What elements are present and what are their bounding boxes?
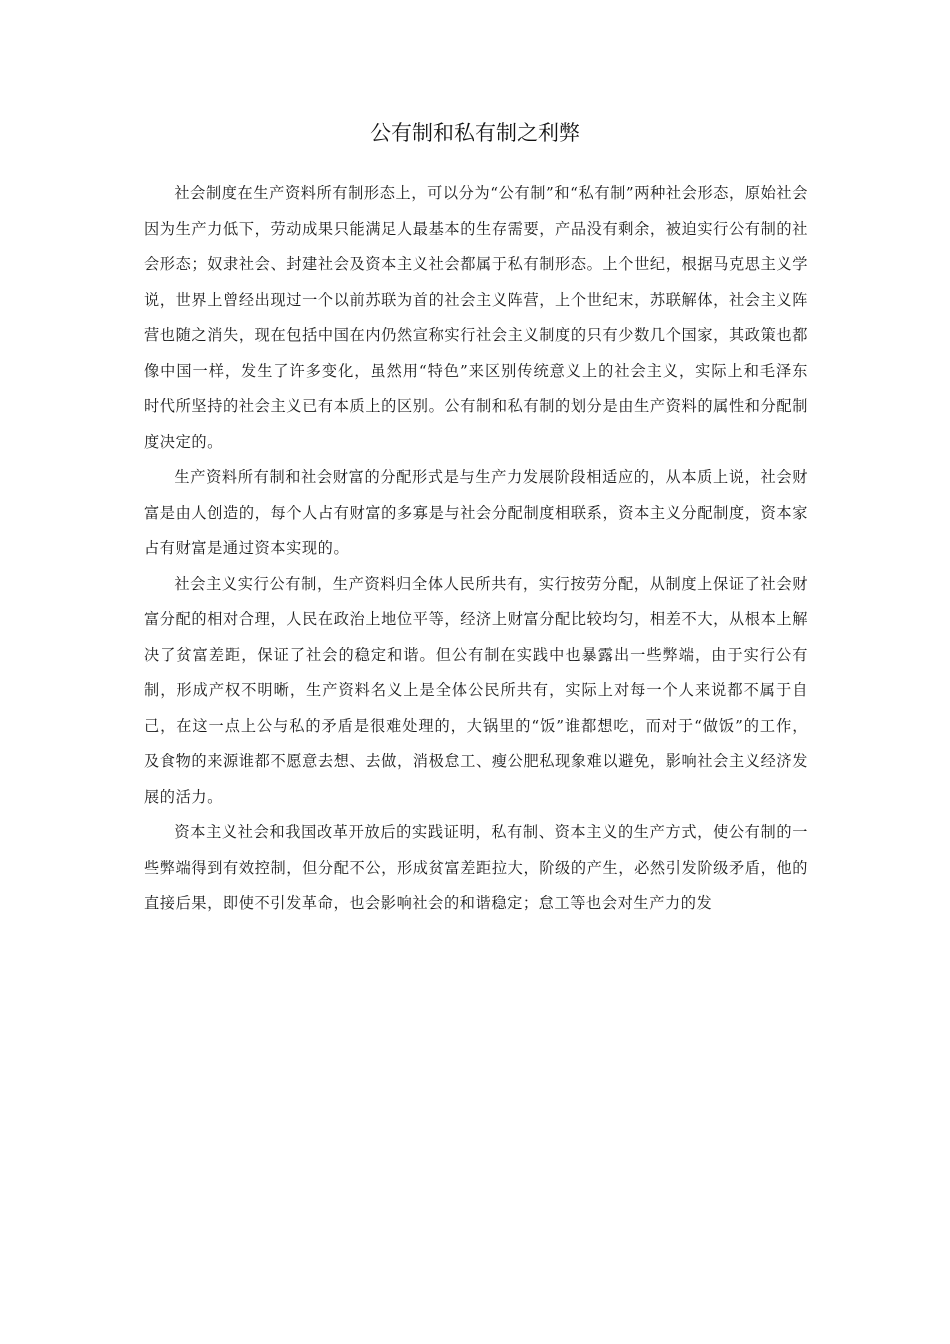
document-title: 公有制和私有制之利弊 bbox=[370, 121, 580, 145]
paragraph-1: 社会制度在生产资料所有制形态上，可以分为“公有制”和“私有制”两种社会形态，原始社会因为生产力低下，劳动成果只能满足人最基本的生存需要，产品没有剩余，被迫实行公有制的社会形态；奴隶社会、封建社会及资本主义社会都属于私有制形态。上个世纪，根据马克思主义学说，世界上曾经出现过一个以前苏联为首的社会主义阵营，上个世纪末，苏联解体，社会主义阵营也随之消失，现在包括中国在内仍然宣称实行社会主义制度的只有少数几个国家，其政策也都像中国一样，发生了许多变化，虽然用“特色”来区别传统意义上的社会主义，实际上和毛泽东时代所坚持的社会主义已有本质上的区别。公有制和私有制的划分是由生产资料的属性和分配制度决定的。 bbox=[144, 184, 808, 451]
document-body bbox=[144, 176, 808, 922]
paragraph-4: 资本主义社会和我国改革开放后的实践证明，私有制、资本主义的生产方式，使公有制的一些弊端得到有效控制，但分配不公，形成贫富差距拉大，阶级的产生，必然引发阶级矛盾，他的直接后果，即使不引发革命，也会影响社会的和谐稳定；怠工等也会对生产力的发 bbox=[144, 823, 808, 912]
paragraph-2: 生产资料所有制和社会财富的分配形式是与生产力发展阶段相适应的，从本质上说，社会财富是由人创造的，每个人占有财富的多寡是与社会分配制度相联系，资本主义分配制度，资本家占有财富是通过资本实现的。 bbox=[144, 468, 808, 557]
paragraph-3: 社会主义实行公有制，生产资料归全体人民所共有，实行按劳分配，从制度上保证了社会财富分配的相对合理，人民在政治上地位平等，经济上财富分配比较均匀，相差不大，从根本上解决了贫富差距，保证了社会的稳定和谐。但公有制在实践中也暴露出一些弊端，由于实行公有制，形成产权不明晰，生产资料名义上是全体公民所共有，实际上对每一个人来说都不属于自己，在这一点上公与私的矛盾是很难处理的，大锅里的“饭”谁都想吃，而对于“做饭”的工作，及食物的来源谁都不愿意去想、去做，消极怠工、瘦公肥私现象难以避免，影响社会主义经济发展的活力。 bbox=[144, 574, 808, 806]
